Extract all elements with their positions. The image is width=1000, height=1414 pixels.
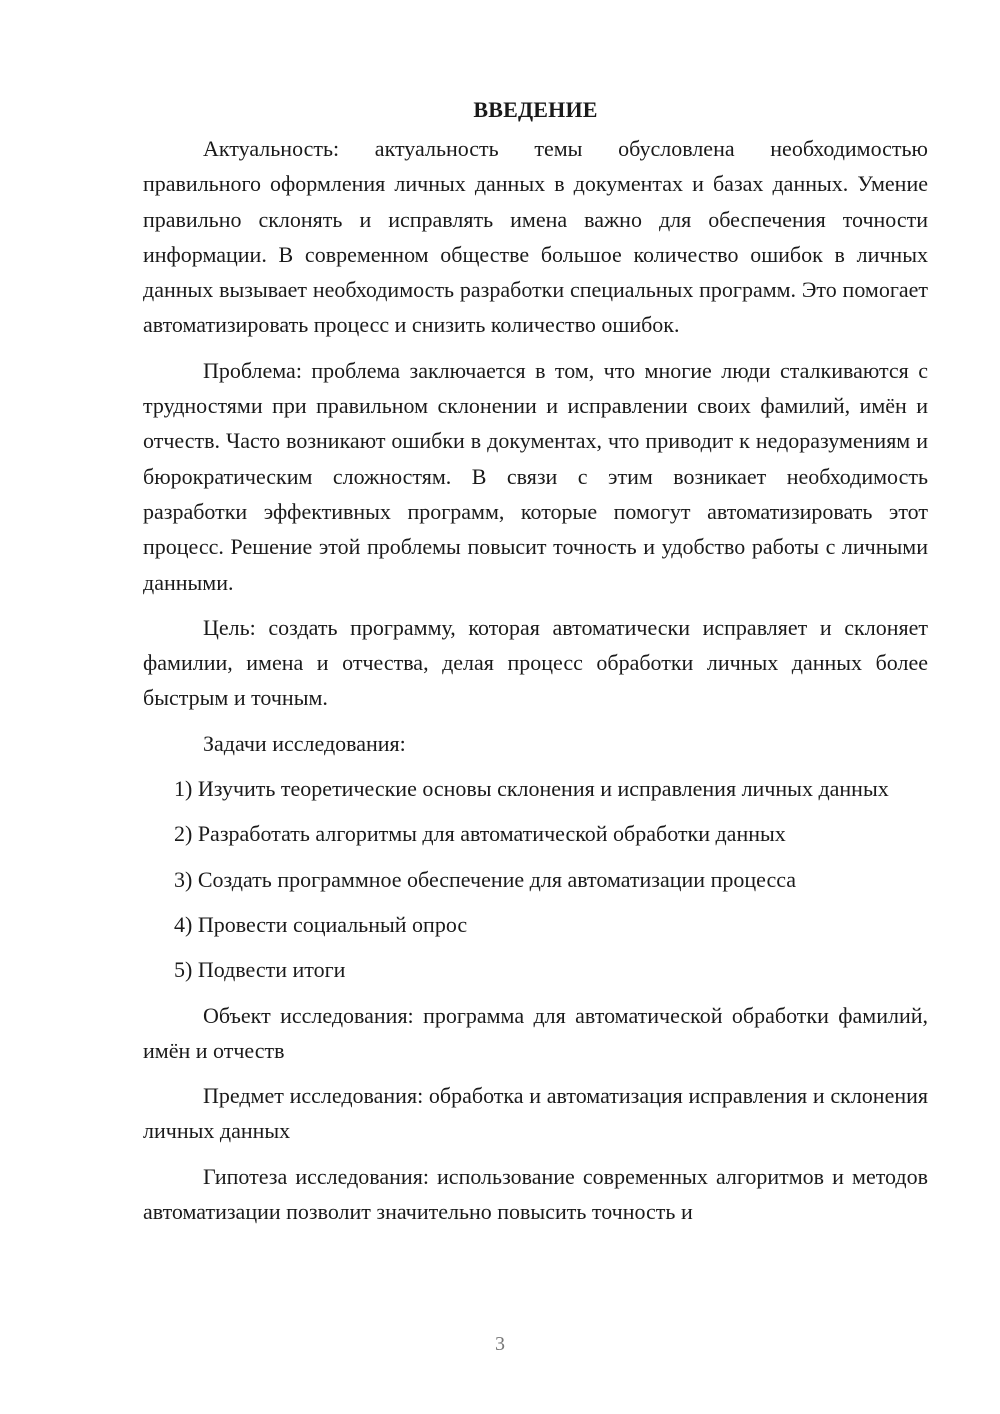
page-title: ВВЕДЕНИЕ	[473, 97, 598, 122]
paragraph-object: Объект исследования: программа для автоматической обработки фамилий, имён и отчеств	[143, 1002, 928, 1063]
document-page	[143, 92, 928, 1239]
list-item: 1) Изучить теоретические основы склонения и исправления личных данных	[174, 776, 889, 802]
paragraph-relevance: Актуальность: актуальность темы обусловлена необходимостью правильного оформления личных данных в документах и базах данных. Умение правильно склонять и исправлять имена важно для обеспечения точности информации. В современном обществе большое количество ошибок в личных данных вызывает необходимость разработки специальных программ. Это помогает автоматизировать процесс и снизить количество ошибок.	[143, 136, 928, 338]
tasks-heading: Задачи исследования:	[203, 730, 406, 756]
list-item: 5) Подвести итоги	[174, 957, 346, 983]
page-number: 3	[495, 1333, 505, 1355]
paragraph-goal: Цель: создать программу, которая автоматически исправляет и склоняет фамилии, имена и отчества, делая процесс обработки личных данных более быстрым и точным.	[143, 614, 928, 711]
paragraph-subject: Предмет исследования: обработка и автоматизация исправления и склонения личных данных	[143, 1083, 928, 1144]
paragraph-problem: Проблема: проблема заключается в том, что многие люди сталкиваются с трудностями при правильном склонении и исправлении своих фамилий, имён и отчеств. Часто возникают ошибки в документах, что приводит к недоразумениям и бюрократическим сложностям. В связи с этим возникает необходимость разработки эффективных программ, которые помогут автоматизировать этот процесс. Решение этой проблемы повысит точность и удобство работы с личными данными.	[143, 357, 928, 595]
list-item: 2) Разработать алгоритмы для автоматической обработки данных	[174, 821, 786, 847]
list-item: 4) Провести социальный опрос	[174, 911, 468, 937]
paragraph-hypothesis: Гипотеза исследования: использование современных алгоритмов и методов автоматизации позволит значительно повысить точность и	[143, 1163, 928, 1225]
list-item: 3) Создать программное обеспечение для автоматизации процесса	[174, 866, 797, 892]
